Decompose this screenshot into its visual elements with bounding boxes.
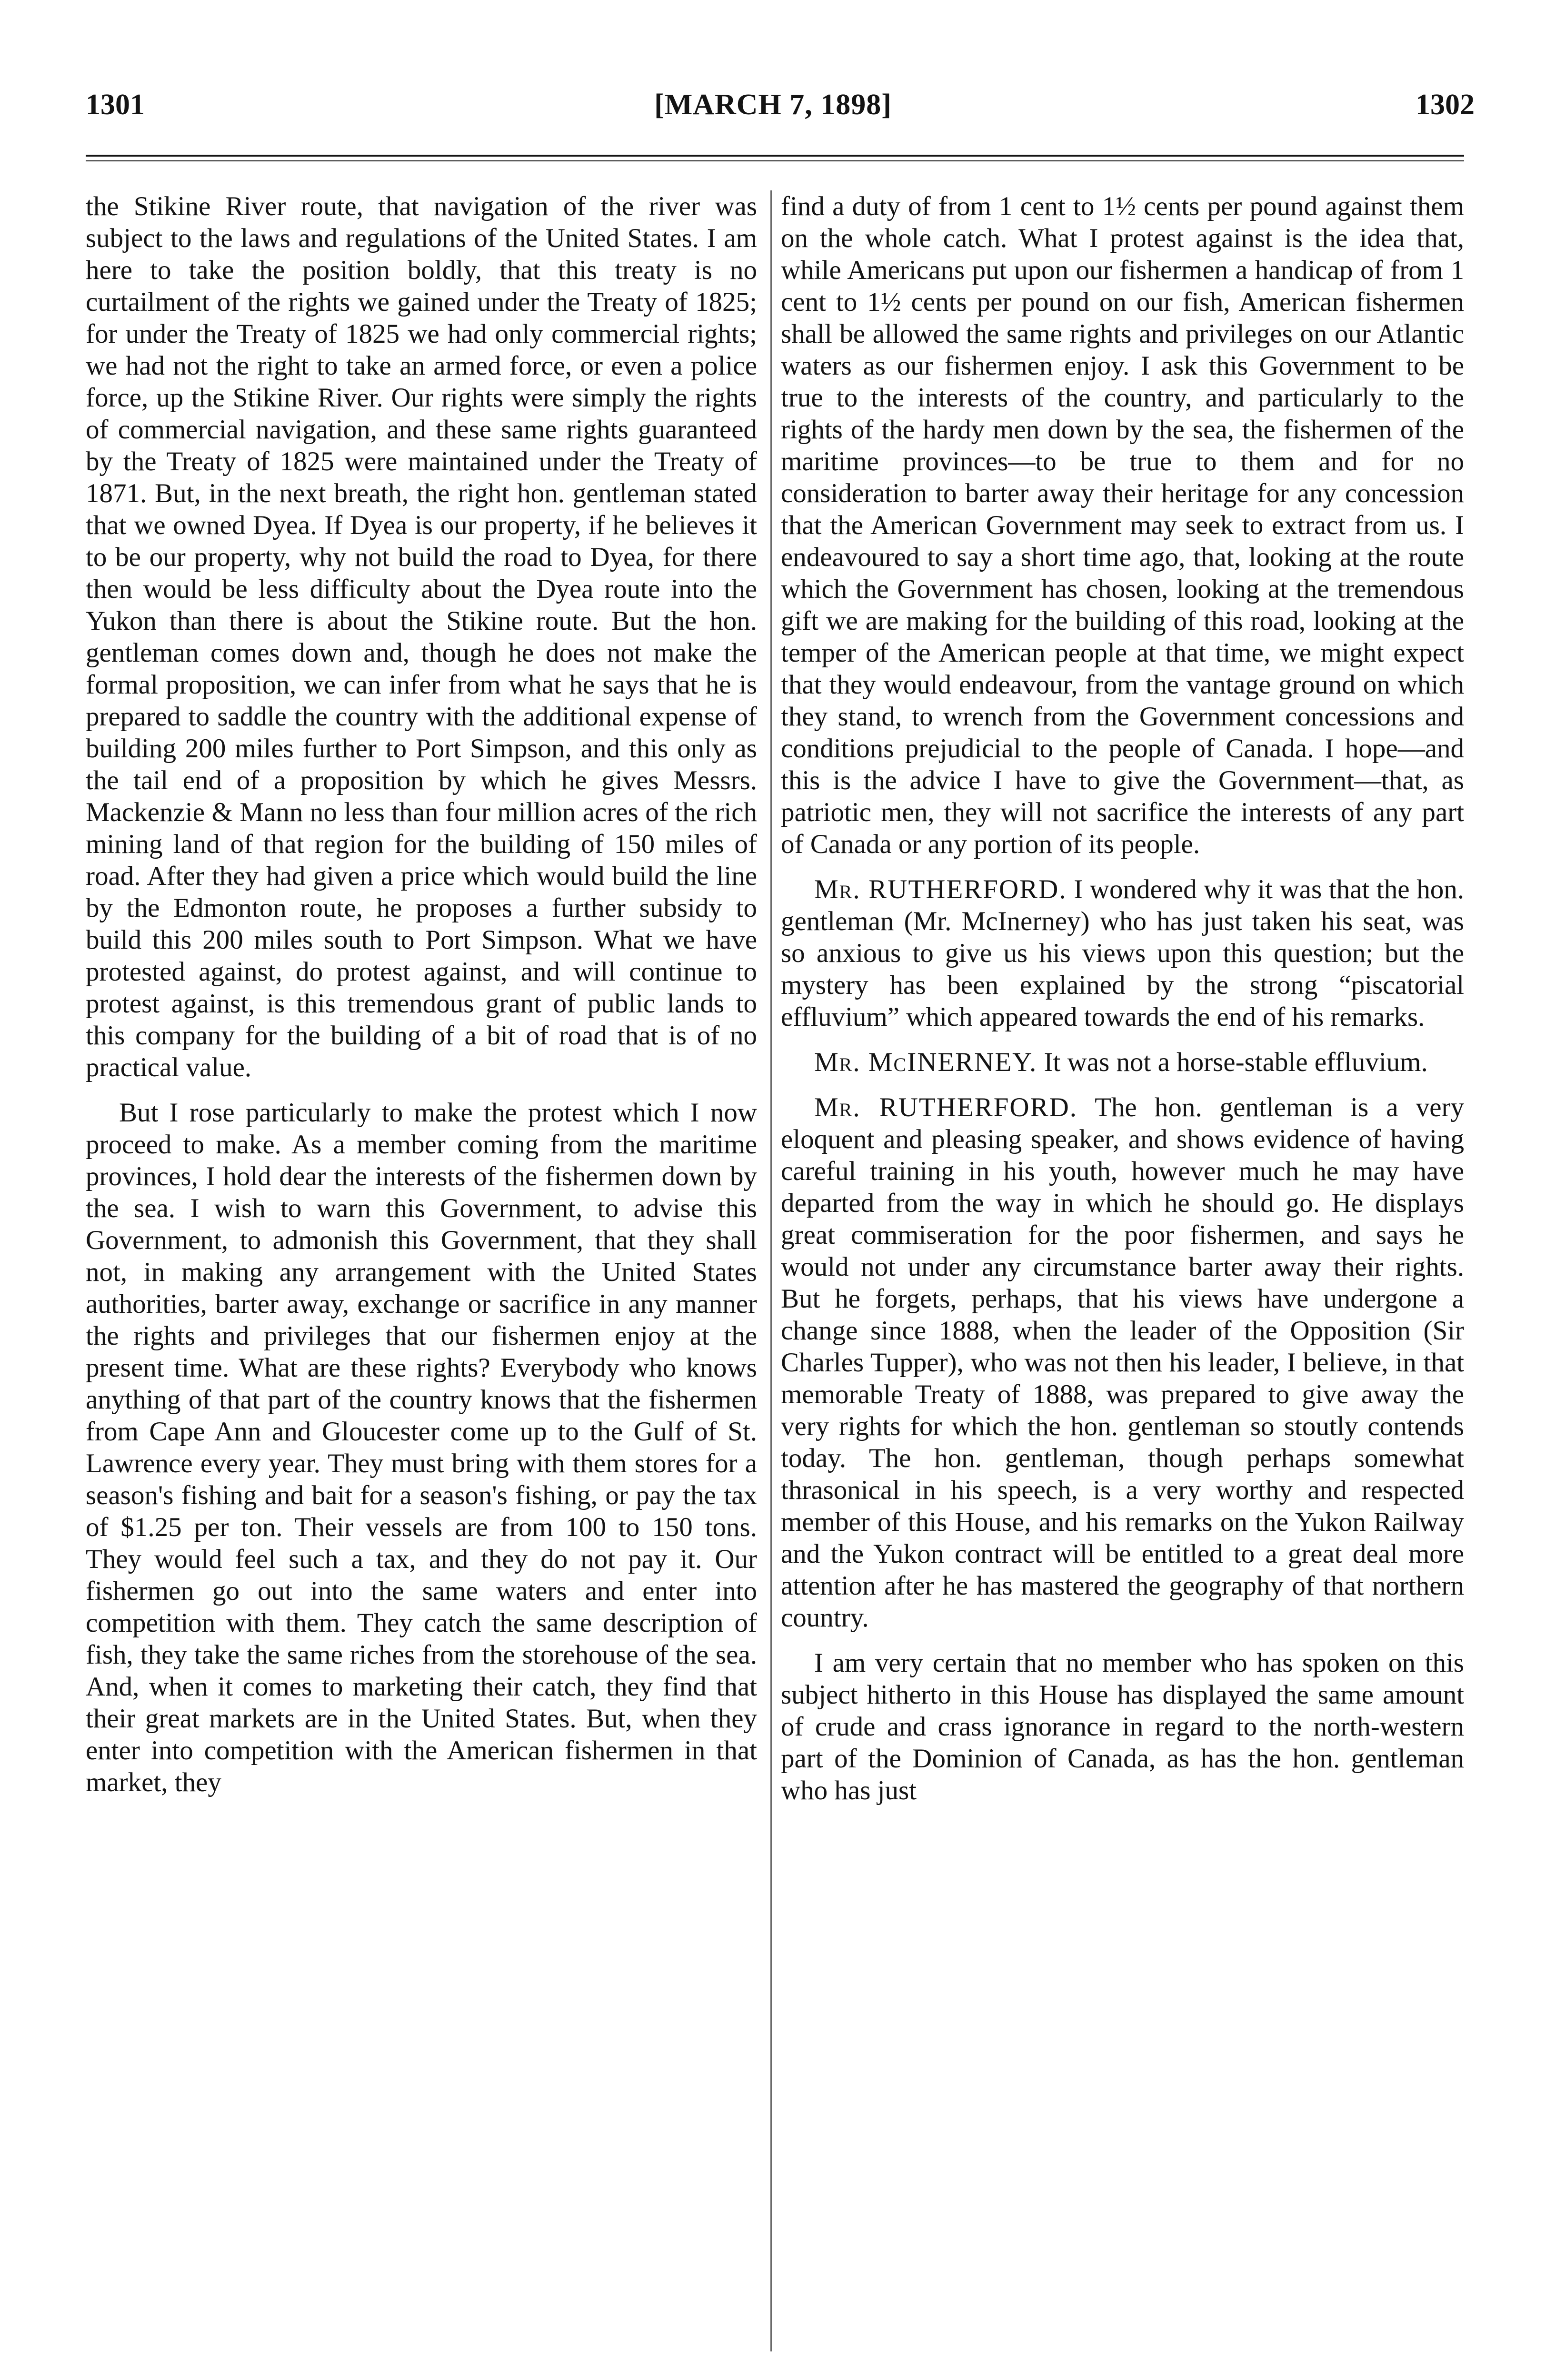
right-paragraph-1: find a duty of from 1 cent to 1½ cents per pound against them on the whole catch. What I protest against is the idea that, while Americans put upon our fishermen a handicap of from 1 cent to 1½ cents per pound on our fish, American fishermen shall be allowed the same rights and privileges on our Atlantic waters as our fishermen enjoy. I ask this Government to be true to the interests of the country, and particularly to the rights of the hardy men down by the sea, the fishermen of the maritime provinces—to be true to them and for no consideration to barter away their heritage for any concession that the American Government may seek to extract from us. I endeavoured to say a short time ago, that, looking at the route which the Government has chosen, looking at the tremendous gift we are making for the building of this road, looking at the temper of the American people at that time, we might expect that they would endeavour, from the vantage ground on which they stand, to wrench from the Government concessions and conditions prejudicial to the people of Canada. I hope—and this is the advice I have to give the Government—that, as patriotic men, they will not sacrifice the interests of any part of Canada or any portion of its people. [781,191,1464,859]
right-paragraph-4 [781,1091,1464,1634]
speaker-name: Mr. RUTHERFORD. [814,1092,1078,1122]
right-column [781,190,1464,2361]
page-number-left: 1301 [86,89,145,121]
header-rule-top [86,155,1464,157]
speech-text: The hon. gentleman is a very eloquent and pleasing speaker, and shows evidence of having careful training in his youth, however much he may have departed from the way in which he should go. He displays great commiseration for the poor fishermen, and says he would not under any circumstance barter away their rights. But he forgets, perhaps, that his views have undergone a change since 1888, when the leader of the Opposition (Sir Charles Tupper), who was not then his leader, I believe, in that memorable Treaty of 1888, was prepared to give away the very rights for which the hon. gentleman so stoutly contends today. The hon. gentleman, though perhaps somewhat thrasonical in his speech, is a very worthy and respected member of this House, and his remarks on the Yukon Railway and the Yukon contract will be entitled to a great deal more attention after he has mastered the geography of that northern country. [781,1092,1464,1633]
left-paragraph-1: the Stikine River route, that navigation of the river was subject to the laws and regulations of the United States. I am here to take the position boldly, that this treaty is no curtailment of the rights we gained under the Treaty of 1825; for under the Treaty of 1825 we had only commercial rights; we had not the right to take an armed force, or even a police force, up the Stikine River. Our rights were simply the rights of commercial navigation, and these same rights guaranteed by the Treaty of 1825 were maintained under the Treaty of 1871. But, in the next breath, the right hon. gentleman stated that we owned Dyea. If Dyea is our property, if he believes it to be our property, why not build the road to Dyea, for there then would be less difficulty about the Dyea route into the Yukon than there is about the Stikine route. But the hon. gentleman comes down and, though he does not make the formal proposition, we can infer from what he says that he is prepared to saddle the country with the additional expense of building 200 miles further to Port Simpson, and this only as the tail end of a proposition by which he gives Messrs. Mackenzie & Mann no less than four million acres of the rich mining land of that region for the building of 150 miles of road. After they had given a price which would build the line by the Edmonton route, he proposes a further subsidy to build this 200 miles south to Port Simpson. What we have protested against, do protest against, and will continue to protest against, is this tremendous grant of public lands to this company for the building of a bit of road that is of no practical value. [86,191,757,1082]
right-paragraph-3 [781,1046,1464,1078]
header-rule-bottom [86,160,1464,161]
column-divider [770,190,772,2351]
page-date: [MARCH 7, 1898] [654,89,892,121]
right-paragraph-2 [781,873,1464,1033]
left-paragraph-2: But I rose particularly to make the protest which I now proceed to make. As a member coming from the maritime provinces, I hold dear the interests of the fishermen down by the sea. I wish to warn this Government, to advise this Government, to admonish this Government, that they shall not, in making any arrangement with the United States authorities, barter away, exchange or sacrifice in any manner the rights and privileges that our fishermen enjoy at the present time. What are these rights? Everybody who knows anything of that part of the country knows that the fishermen from Cape Ann and Gloucester come up to the Gulf of St. Lawrence every year. They must bring with them stores for a season's fishing and bait for a season's fishing, or pay the tax of $1.25 per ton. Their vessels are from 100 to 150 tons. They would feel such a tax, and they do not pay it. Our fishermen go out into the same waters and enter into competition with them. They catch the same description of fish, they take the same riches from the storehouse of the sea. And, when it comes to marketing their catch, they find that their great markets are in the United States. But, when they enter into competition with the American fishermen in that market, they [86,1098,757,1797]
right-paragraph-5: I am very certain that no member who has spoken on this subject hitherto in this House has displayed the same amount of crude and crass ignorance in regard to the north-western part of the Dominion of Canada, as has the hon. gentleman who has just [781,1648,1464,1805]
speaker-name: Mr. McINERNEY. [814,1047,1037,1077]
speaker-name: Mr. RUTHERFORD. [814,874,1067,904]
speech-text: It was not a horse-stable effluvium. [1044,1047,1428,1077]
speech-text: I wondered why it was that the hon. gentleman (Mr. McInerney) who has just taken his seat, was so anxious to give us his views upon this question; but the mystery has been explained by the strong “piscatorial effluvium” which appeared towards the end of his remarks. [781,874,1464,1032]
page-number-right: 1302 [1416,89,1475,121]
page-header [0,0,1546,157]
left-column [86,190,757,2361]
